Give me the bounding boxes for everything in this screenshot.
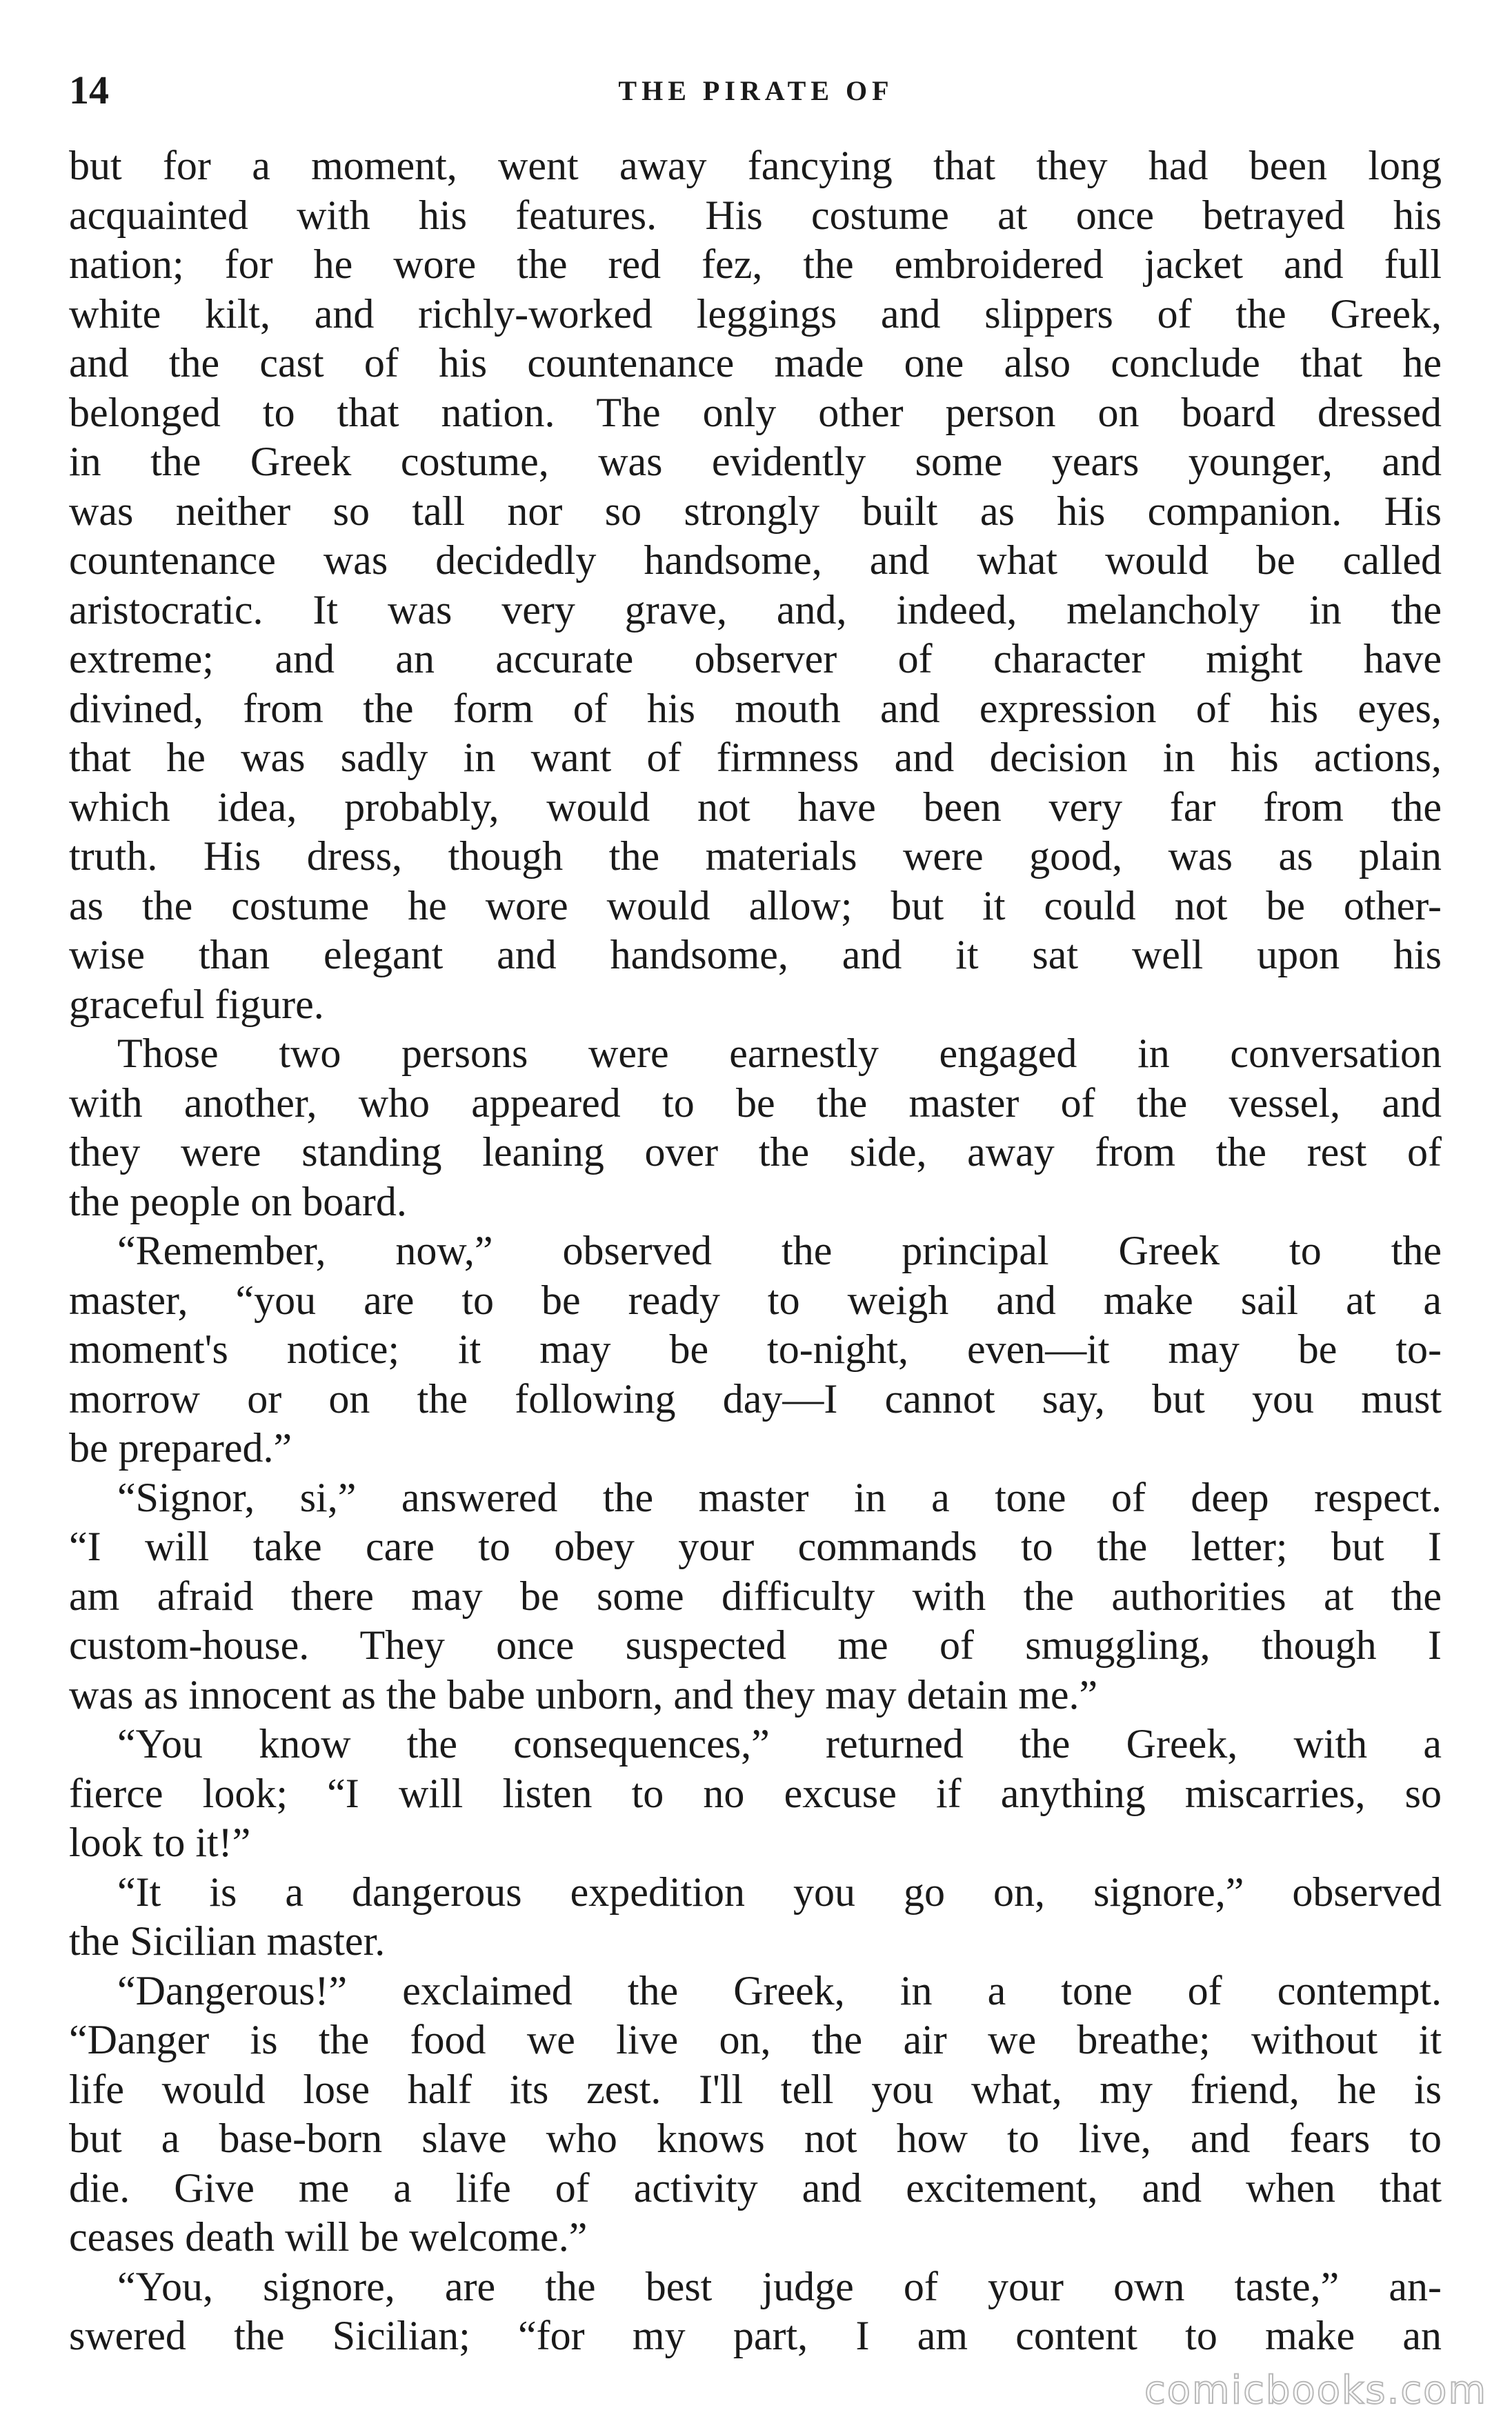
- text-line: Those two persons were earnestly engaged in conversation: [117, 1031, 1442, 1076]
- text-line: look to it!”: [69, 1820, 251, 1865]
- text-line: acquainted with his features. His costume at once betrayed his: [69, 192, 1442, 238]
- text-line: “I will take care to obey your commands to the letter; but I: [69, 1524, 1442, 1569]
- running-head: THE PIRATE OF: [618, 75, 894, 106]
- text-line: fierce look; “I will listen to no excuse if anything miscarries, so: [69, 1770, 1442, 1816]
- text-line: “It is a dangerous expedition you go on, signore,” observed: [117, 1869, 1442, 1915]
- text-line: which idea, probably, would not have been very far from the: [69, 784, 1442, 830]
- text-line: moment's notice; it may be to-night, even—it may be to-: [69, 1326, 1442, 1372]
- text-line: nation; for he wore the red fez, the embroidered jacket and full: [69, 241, 1442, 287]
- text-line: life would lose half its zest. I'll tell you what, my friend, he is: [69, 2066, 1442, 2112]
- text-line: the people on board.: [69, 1178, 407, 1224]
- text-line: die. Give me a life of activity and excitement, and when that: [69, 2165, 1442, 2211]
- text-line: truth. His dress, though the materials were good, was as plain: [69, 833, 1442, 879]
- text-line: “Dangerous!” exclaimed the Greek, in a tone of contempt.: [117, 1967, 1442, 2013]
- text-line: but a base-born slave who knows not how to live, and fears to: [69, 2116, 1442, 2161]
- text-line: “Danger is the food we live on, the air we breathe; without it: [69, 2017, 1442, 2062]
- text-line: and the cast of his countenance made one also conclude that he: [69, 340, 1442, 386]
- text-line: “You know the consequences,” returned the Greek, with a: [117, 1721, 1442, 1767]
- text-line: divined, from the form of his mouth and expression of his eyes,: [69, 685, 1442, 731]
- text-line: be prepared.”: [69, 1425, 292, 1471]
- text-line: morrow or on the following day—I cannot say, but you must: [69, 1375, 1442, 1422]
- text-line: wise than elegant and handsome, and it sat well upon his: [69, 932, 1442, 977]
- text-line: in the Greek costume, was evidently some years younger, and: [69, 439, 1442, 484]
- body-text: [69, 141, 1442, 2361]
- text-line: that he was sadly in want of firmness and decision in his actions,: [69, 735, 1442, 780]
- text-line: “Signor, si,” answered the master in a tone of deep respect.: [117, 1474, 1442, 1520]
- text-line: as the costume he wore would allow; but it could not be other-: [69, 882, 1442, 928]
- text-line: the Sicilian master.: [69, 1918, 386, 1964]
- text-line: was neither so tall nor so strongly built as his companion. His: [69, 488, 1442, 534]
- text-line: “You, signore, are the best judge of your own taste,” an-: [117, 2263, 1442, 2309]
- text-line: with another, who appeared to be the master of the vessel, and: [69, 1079, 1442, 1126]
- text-line: belonged to that nation. The only other person on board dressed: [69, 389, 1442, 435]
- text-line: “Remember, now,” observed the principal Greek to the: [117, 1228, 1442, 1273]
- text-line: master, “you are to be ready to weigh and make sail at a: [69, 1277, 1442, 1323]
- text-line: ceases death will be welcome.”: [69, 2214, 588, 2260]
- text-line: aristocratic. It was very grave, and, indeed, melancholy in the: [69, 586, 1442, 633]
- watermark: comicbooks.com: [1144, 2368, 1487, 2413]
- text-line: white kilt, and richly-worked leggings and slippers of the Greek,: [69, 290, 1442, 337]
- text-line: extreme; and an accurate observer of character might have: [69, 636, 1442, 681]
- text-line: but for a moment, went away fancying that they had been long: [69, 143, 1442, 188]
- page-number: 14: [69, 68, 109, 112]
- text-line: graceful figure.: [69, 981, 324, 1027]
- text-line: was as innocent as the babe unborn, and they may detain me.”: [69, 1671, 1098, 1718]
- text-line: swered the Sicilian; “for my part, I am content to make an: [69, 2313, 1442, 2358]
- page-header: [69, 66, 1443, 115]
- text-line: they were standing leaning over the side, away from the rest of: [69, 1129, 1442, 1175]
- text-line: am afraid there may be some difficulty with the authorities at the: [69, 1573, 1442, 1619]
- text-line: countenance was decidedly handsome, and what would be called: [69, 537, 1442, 583]
- text-line: custom-house. They once suspected me of smuggling, though I: [69, 1622, 1442, 1668]
